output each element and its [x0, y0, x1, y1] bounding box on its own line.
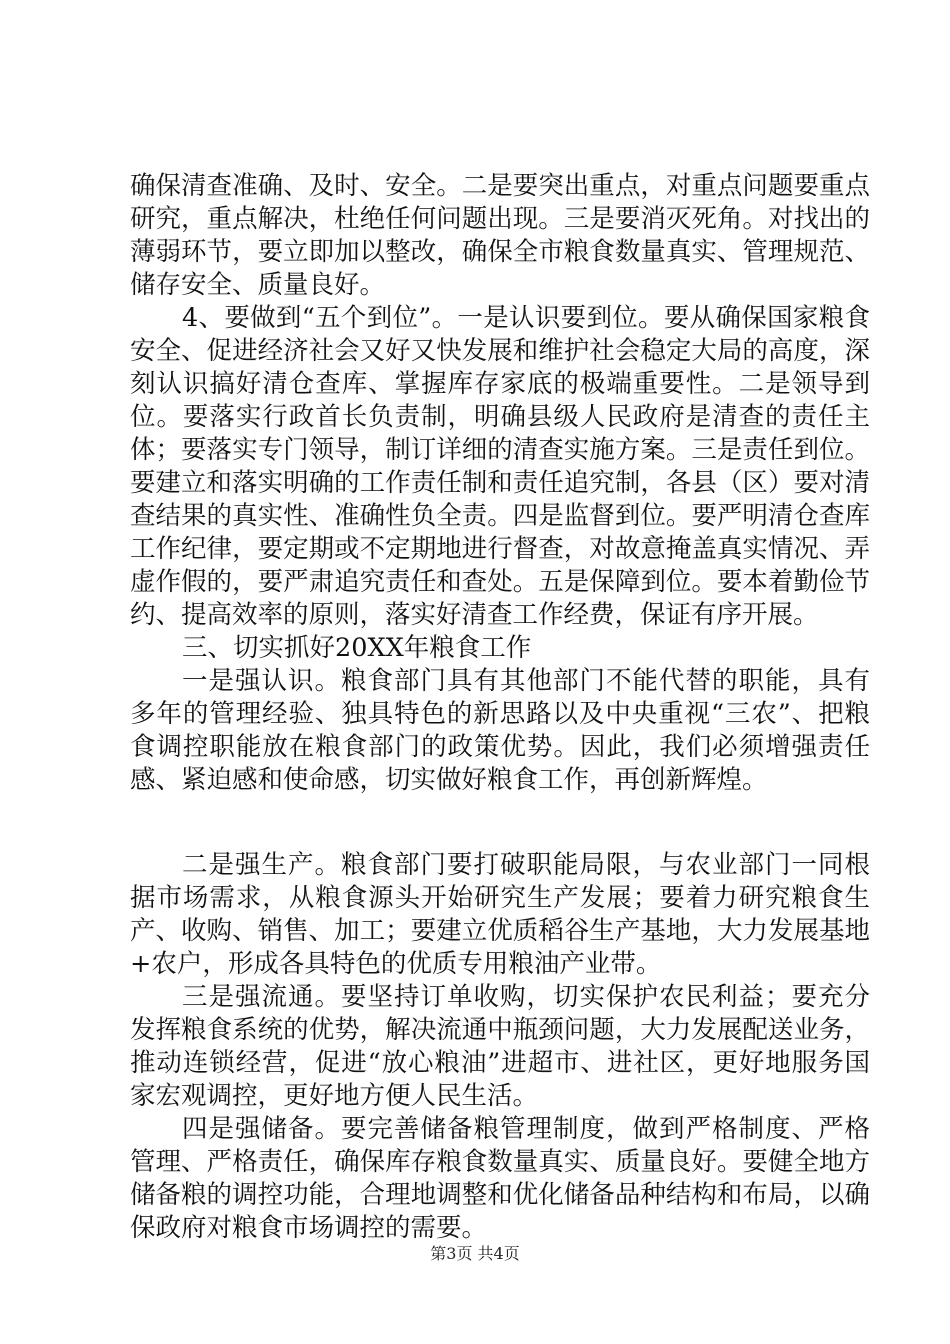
paragraph-five-in-place: 4、要做到“五个到位”。一是认识要到位。要从确保国家粮食安全、促进经济社会又好又快发展和维护社会稳定大局的高度，深刻认识搞好清仓查库、掌握库存家底的极端重要性。二是领导到位。要落实行政首长负责制，明确县级人民政府是清查的责任主体；要落实专门领导，制订详细的清查实施方案。三是责任到位。要建立和落实明确的工作责任制和责任追究制，各县（区）要对清查结果的真实性、准确性负全责。四是监督到位。要严明清仓查库工作纪律，要定期或不定期地进行督查，对故意掩盖真实情况、弄虚作假的，要严肃追究责任和查处。五是保障到位。要本着勤俭节约、提高效率的原则，落实好清查工作经费，保证有序开展。	[130, 303, 870, 630]
section-heading-three: 三、切实抓好20XX年粮食工作	[182, 633, 532, 663]
page-footer: 第3页 共4页	[430, 1244, 520, 1263]
paragraph-gap	[130, 797, 870, 849]
paragraph-strengthen-production: 二是强生产。粮食部门要打破职能局限，与农业部门一同根据市场需求，从粮食源头开始研究生产发展；要着力研究粮食生产、收购、销售、加工；要建立优质稻谷生产基地，大力发展基地+农户，形成各具特色的优质专用粮油产业带。	[130, 850, 870, 979]
paragraph-1: 确保清查准确、及时、安全。二是要突出重点，对重点问题要重点研究，重点解决，杜绝任何问题出现。三是要消灭死角。对找出的薄弱环节，要立即加以整改，确保全市粮食数量真实、管理规范、储存安全、质量良好。	[130, 171, 870, 300]
paragraph-strengthen-awareness: 一是强认识。粮食部门具有其他部门不能代替的职能，具有多年的管理经验、独具特色的新思路以及中央重视“三农”、把粮食调控职能放在粮食部门的政策优势。因此，我们必须增强责任感、紧迫感和使命感，切实做好粮食工作，再创新辉煌。	[130, 666, 870, 795]
paragraph-strengthen-circulation: 三是强流通。要坚持订单收购，切实保护农民利益；要充分发挥粮食系统的优势，解决流通中瓶颈问题，大力发展配送业务，推动连锁经营，促进“放心粮油”进超市、进社区，更好地服务国家宏观调控，更好地方便人民生活。	[130, 982, 870, 1111]
document-body	[130, 170, 870, 1245]
paragraph-strengthen-reserves: 四是强储备。要完善储备粮管理制度，做到严格制度、严格管理、严格责任，确保库存粮食数量真实、质量良好。要健全地方储备粮的调控功能，合理地调整和优化储备品种结构和布局，以确保政府对粮食市场调控的需要。	[130, 1114, 870, 1243]
